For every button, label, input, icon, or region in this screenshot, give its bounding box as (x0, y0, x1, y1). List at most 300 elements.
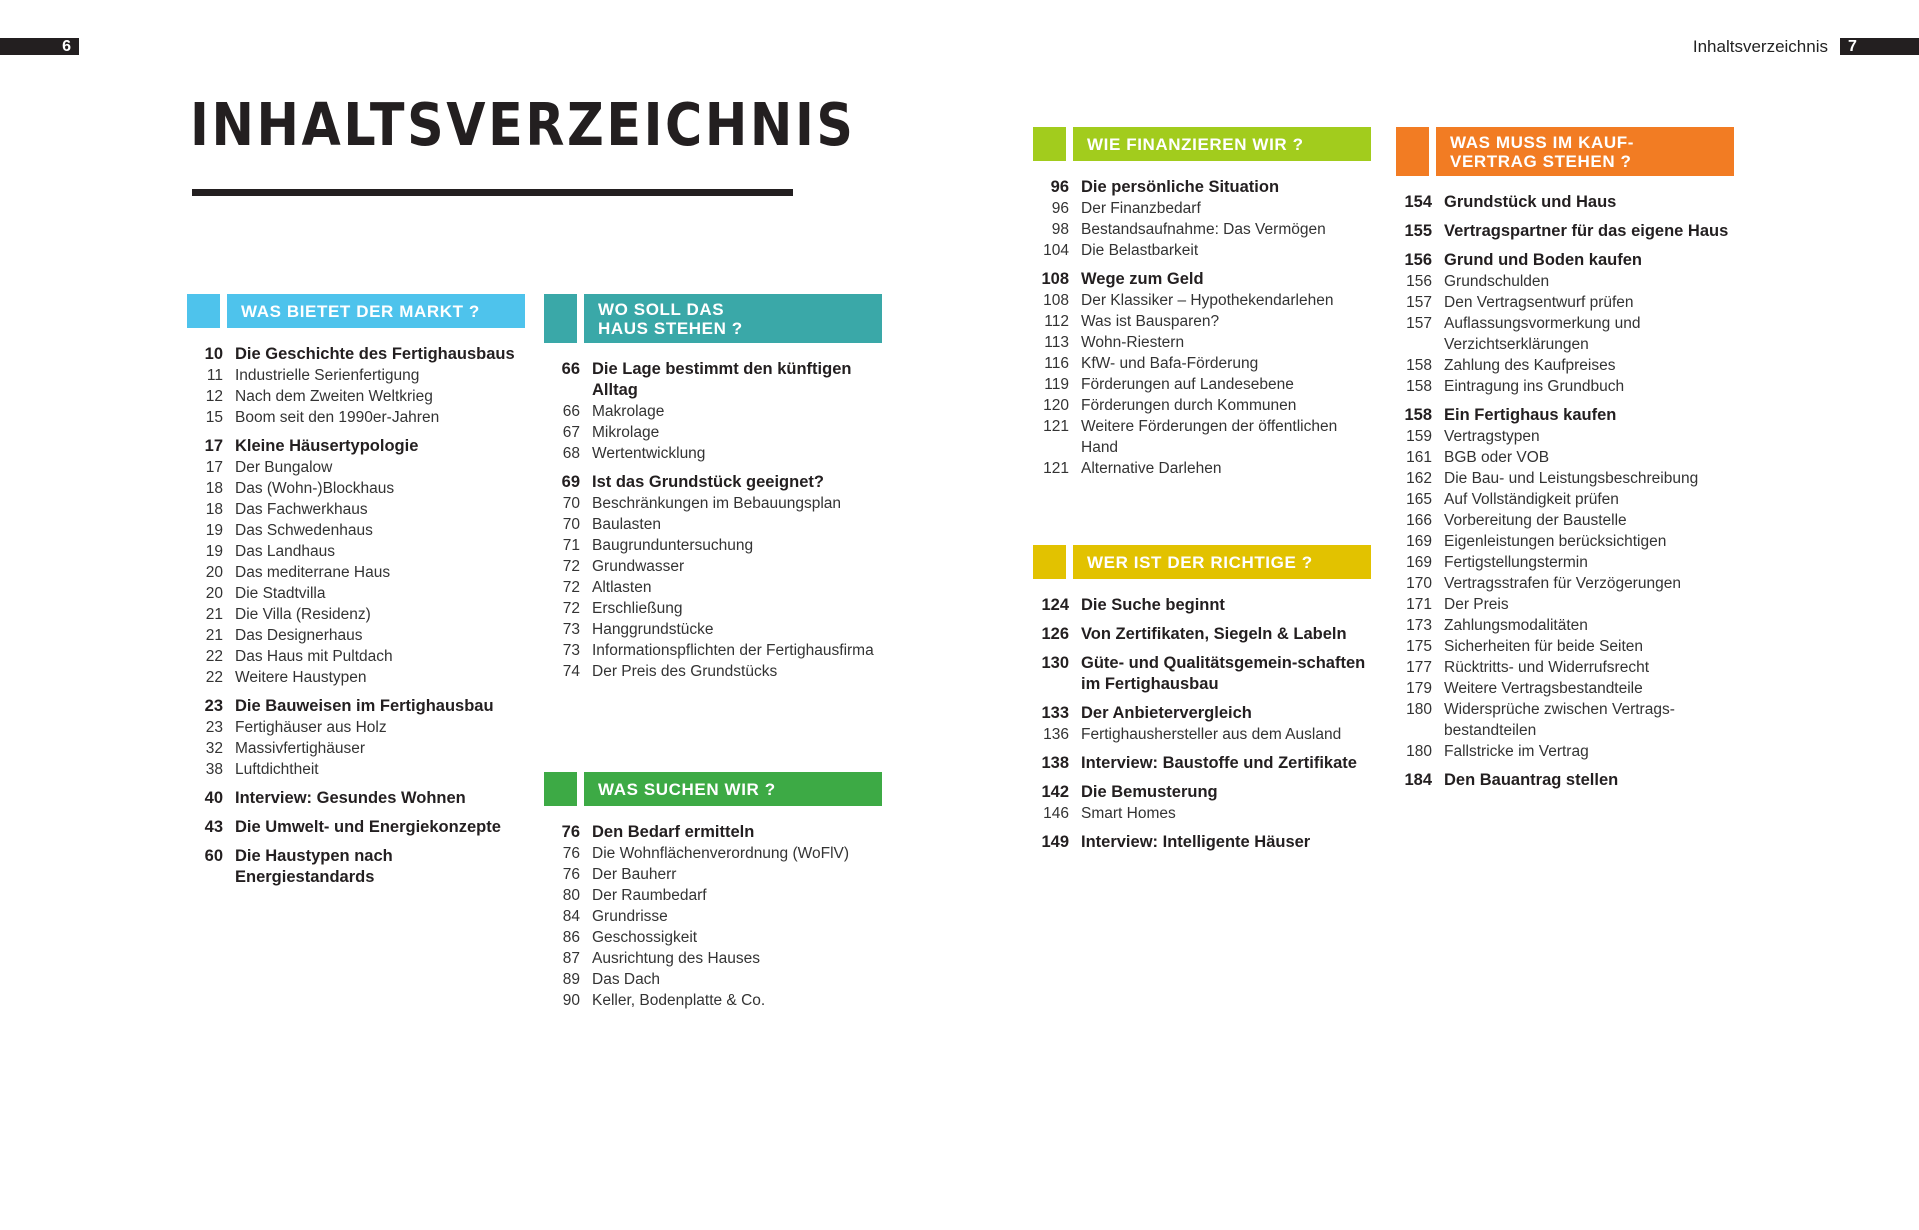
title-rule (192, 189, 793, 196)
toc-entry-main (1396, 250, 1734, 271)
toc-entry (187, 646, 525, 667)
entry-title: Alternative Darlehen (1081, 460, 1222, 477)
entry-title: Das mediterrane Haus (235, 564, 391, 581)
toc-entry (187, 541, 525, 562)
toc-entry (1396, 678, 1734, 699)
entry-title: Boom seit den 1990er-Jahren (235, 409, 440, 426)
toc-list (1033, 595, 1371, 853)
page-ref: 175 (1406, 638, 1432, 655)
toc-entry (1396, 447, 1734, 468)
page-ref: 15 (205, 409, 223, 426)
toc-entry (544, 577, 882, 598)
entry-title: Der Anbietervergleich (1081, 704, 1252, 722)
entry-title: Altlasten (592, 579, 652, 596)
section-suchen (544, 772, 882, 1011)
page-ref: 165 (1406, 491, 1432, 508)
entry-title: Smart Homes (1081, 805, 1176, 822)
entry-title: Der Finanzbedarf (1081, 200, 1201, 217)
toc-entry (1033, 311, 1371, 332)
page-ref: 169 (1406, 554, 1432, 571)
page-number-bar-right (1840, 38, 1919, 55)
section-heading: WAS MUSS IM KAUF- VERTRAG STEHEN ? (1450, 132, 1634, 171)
section-color-square (1396, 127, 1429, 176)
entry-title: Grundschulden (1444, 273, 1550, 290)
section-header (187, 294, 525, 328)
entry-title: Zahlungsmodalitäten (1444, 617, 1588, 634)
entry-title: Förderungen auf Landesebene (1081, 376, 1294, 393)
entry-title: Mikrolage (592, 424, 660, 441)
entry-title: Das Haus mit Pultdach (235, 648, 393, 665)
page-ref: 67 (562, 424, 580, 441)
entry-title: Die Belastbarkeit (1081, 242, 1199, 259)
toc-entry (1396, 615, 1734, 636)
toc-entry (544, 401, 882, 422)
toc-entry (1033, 803, 1371, 824)
page-ref: 72 (562, 579, 580, 596)
toc-entry (1396, 426, 1734, 447)
entry-title: Fertighäuser aus Holz (235, 719, 387, 736)
entry-title: Das Dach (592, 971, 661, 988)
toc-entry-main (1396, 221, 1734, 242)
toc-entry-main (187, 696, 525, 717)
page-ref: 124 (1041, 596, 1069, 614)
page-ref: 149 (1041, 833, 1069, 851)
page-ref: 121 (1043, 418, 1069, 435)
page-ref: 158 (1406, 357, 1432, 374)
page-ref: 154 (1404, 193, 1432, 211)
toc-entry (187, 457, 525, 478)
section-color-square (544, 772, 577, 806)
entry-title: Eigenleistungen berücksichtigen (1444, 533, 1667, 550)
entry-title: Die Umwelt- und Energiekonzepte (235, 818, 501, 836)
page-ref: 158 (1406, 378, 1432, 395)
page-ref: 66 (561, 360, 580, 378)
entry-title: Interview: Intelligente Häuser (1081, 833, 1311, 851)
toc-entry-main (187, 846, 525, 888)
page-ref: 116 (1044, 355, 1069, 372)
entry-title: Was ist Bausparen? (1081, 313, 1220, 330)
toc-entry (1396, 657, 1734, 678)
page-ref: 73 (562, 642, 580, 659)
section-haus (544, 294, 882, 682)
running-head: Inhaltsverzeichnis (1692, 37, 1828, 56)
toc-entry (1033, 458, 1371, 479)
page-ref: 142 (1041, 783, 1069, 801)
entry-title: Fertigstellungstermin (1444, 554, 1588, 571)
entry-title: Baulasten (592, 516, 661, 533)
entry-title: KfW- und Bafa-Förderung (1081, 355, 1259, 372)
page-ref: 80 (562, 887, 580, 904)
toc-entry (1396, 313, 1734, 355)
page-ref: 22 (205, 648, 223, 665)
page-ref: 19 (205, 543, 223, 560)
page-ref: 169 (1406, 533, 1432, 550)
entry-title: Bestandsaufnahme: Das Vermögen (1081, 221, 1326, 238)
page-ref: 179 (1406, 680, 1432, 697)
page-ref: 104 (1043, 242, 1069, 259)
page-ref: 180 (1406, 701, 1432, 718)
entry-title: Von Zertifikaten, Siegeln & Labeln (1081, 625, 1347, 643)
page-ref: 86 (562, 929, 580, 946)
page-ref: 177 (1406, 659, 1432, 676)
toc-entry (1033, 198, 1371, 219)
toc-entry (544, 927, 882, 948)
entry-title: Geschossigkeit (592, 929, 698, 946)
toc-entry (1033, 240, 1371, 261)
page-ref: 20 (205, 585, 223, 602)
entry-title: Wohn-Riestern (1081, 334, 1185, 351)
section-header (1396, 127, 1734, 176)
section-heading: WIE FINANZIEREN WIR ? (1087, 134, 1304, 154)
toc-entry-main (1033, 832, 1371, 853)
entry-title: Vertragspartner für das eigene Haus (1444, 222, 1729, 240)
toc-entry (544, 948, 882, 969)
toc-entry-main (544, 359, 882, 401)
toc-entry (544, 843, 882, 864)
toc-entry (1033, 416, 1371, 458)
page-ref: 10 (204, 345, 223, 363)
toc-entry (187, 717, 525, 738)
entry-title: Ein Fertighaus kaufen (1444, 406, 1617, 424)
page-ref: 72 (562, 558, 580, 575)
entry-title: Industrielle Serienfertigung (235, 367, 420, 384)
page-ref: 126 (1041, 625, 1069, 643)
toc-entry (1033, 219, 1371, 240)
toc-entry-main (1033, 624, 1371, 645)
entry-title: Weitere Vertragsbestandteile (1444, 680, 1643, 697)
entry-title: Der Preis (1444, 596, 1509, 613)
section-color-square (1033, 545, 1066, 579)
toc-entry-main (544, 472, 882, 493)
toc-entry (544, 443, 882, 464)
page-ref: 89 (562, 971, 580, 988)
toc-list (187, 344, 525, 888)
section-heading-bar (584, 772, 882, 806)
toc-entry (544, 661, 882, 682)
toc-entry (187, 604, 525, 625)
entry-title: Das (Wohn-)Blockhaus (235, 480, 395, 497)
entry-title: Hanggrundstücke (592, 621, 714, 638)
entry-title: Keller, Bodenplatte & Co. (592, 992, 766, 1009)
page-ref: 120 (1043, 397, 1069, 414)
toc-entry (187, 738, 525, 759)
toc-entry (1396, 489, 1734, 510)
entry-title: Den Bedarf ermitteln (592, 823, 755, 841)
toc-entry (544, 640, 882, 661)
page-ref: 170 (1406, 575, 1432, 592)
toc-entry (1396, 573, 1734, 594)
entry-title: Luftdichtheit (235, 761, 319, 778)
entry-title: Eintragung ins Grundbuch (1444, 378, 1625, 395)
entry-title: Vertragstypen (1444, 428, 1540, 445)
entry-title: Massivfertighäuser (235, 740, 366, 757)
toc-entry (1396, 355, 1734, 376)
entry-title: Die Villa (Residenz) (235, 606, 371, 623)
entry-title: Ist das Grundstück geeignet? (592, 473, 824, 491)
page-ref: 76 (562, 845, 580, 862)
entry-title: Weitere Förderungen der öffentlichen Hand (1081, 418, 1338, 456)
toc-entry (187, 759, 525, 780)
entry-title: Auflassungsvormerkung und Verzichtserklärungen (1444, 315, 1641, 353)
page-ref: 12 (205, 388, 223, 405)
entry-title: Makrolage (592, 403, 665, 420)
entry-title: Widersprüche zwischen Vertrags-bestandteilen (1444, 701, 1675, 739)
page-ref: 11 (206, 367, 223, 384)
page-ref: 73 (562, 621, 580, 638)
toc-entry (1396, 636, 1734, 657)
entry-title: Die Bemusterung (1081, 783, 1218, 801)
page-ref: 71 (562, 537, 580, 554)
toc-entry (1396, 594, 1734, 615)
page-ref: 171 (1406, 596, 1432, 613)
page-ref: 133 (1041, 704, 1069, 722)
toc-entry (1033, 395, 1371, 416)
entry-title: Den Vertragsentwurf prüfen (1444, 294, 1634, 311)
section-header (544, 294, 882, 343)
entry-title: Beschränkungen im Bebauungsplan (592, 495, 842, 512)
page-ref: 21 (205, 627, 223, 644)
page-ref: 84 (562, 908, 580, 925)
entry-title: Die Bau- und Leistungsbeschreibung (1444, 470, 1699, 487)
page-ref: 155 (1404, 222, 1432, 240)
toc-entry (187, 520, 525, 541)
toc-entry-main (1033, 753, 1371, 774)
page-ref: 119 (1044, 376, 1069, 393)
entry-title: Die Suche beginnt (1081, 596, 1225, 614)
section-heading-bar (1073, 127, 1371, 161)
page-ref: 60 (204, 847, 223, 865)
entry-title: Interview: Baustoffe und Zertifikate (1081, 754, 1357, 772)
entry-title: Der Bungalow (235, 459, 333, 476)
page-ref: 69 (561, 473, 580, 491)
entry-title: Ausrichtung des Hauses (592, 950, 761, 967)
toc-entry (1033, 374, 1371, 395)
page-ref: 158 (1404, 406, 1432, 424)
entry-title: Wertentwicklung (592, 445, 706, 462)
page-ref: 68 (562, 445, 580, 462)
toc-entry (1033, 290, 1371, 311)
toc-entry-main (1396, 405, 1734, 426)
toc-entry (544, 864, 882, 885)
entry-title: Das Landhaus (235, 543, 335, 560)
toc-entry (1033, 332, 1371, 353)
entry-title: Das Fachwerkhaus (235, 501, 368, 518)
toc-entry (187, 583, 525, 604)
entry-title: Der Preis des Grundstücks (592, 663, 778, 680)
page-ref: 76 (562, 866, 580, 883)
page-number-left: 6 (62, 38, 71, 55)
toc-entry (1033, 724, 1371, 745)
page-ref: 146 (1043, 805, 1069, 822)
entry-title: Wege zum Geld (1081, 270, 1204, 288)
entry-title: Grund und Boden kaufen (1444, 251, 1642, 269)
toc-entry-main (187, 817, 525, 838)
page-ref: 130 (1041, 654, 1069, 672)
toc-entry (187, 386, 525, 407)
section-markt (187, 294, 525, 888)
section-color-square (187, 294, 220, 328)
toc-entry (1396, 292, 1734, 313)
page-ref: 113 (1044, 334, 1069, 351)
page-ref: 184 (1404, 771, 1432, 789)
entry-title: Die Stadtvilla (235, 585, 326, 602)
page-ref: 162 (1406, 470, 1432, 487)
entry-title: Den Bauantrag stellen (1444, 771, 1619, 789)
toc-entry (187, 625, 525, 646)
section-heading-bar (584, 294, 882, 343)
toc-list (544, 359, 882, 682)
entry-title: Die Lage bestimmt den künftigen Alltag (592, 360, 852, 399)
page-ref: 17 (205, 459, 223, 476)
page-ref: 136 (1043, 726, 1069, 743)
toc-entry-main (1033, 703, 1371, 724)
page-number-right: 7 (1848, 38, 1857, 55)
toc-entry (544, 535, 882, 556)
toc-entry-main (187, 436, 525, 457)
entry-title: Interview: Gesundes Wohnen (235, 789, 466, 807)
page-number-bar-left (0, 38, 79, 55)
page-ref: 161 (1406, 449, 1432, 466)
entry-title: Grundstück und Haus (1444, 193, 1617, 211)
section-heading: WER IST DER RICHTIGE ? (1087, 552, 1313, 572)
toc-entry (187, 478, 525, 499)
page-ref: 138 (1041, 754, 1069, 772)
page-ref: 22 (205, 669, 223, 686)
page-ref: 74 (562, 663, 580, 680)
page-ref: 112 (1044, 313, 1069, 330)
page-ref: 173 (1406, 617, 1432, 634)
page-ref: 180 (1406, 743, 1432, 760)
section-heading-bar (227, 294, 525, 328)
page-ref: 90 (562, 992, 580, 1009)
page-ref: 32 (205, 740, 223, 757)
toc-entry-main (544, 822, 882, 843)
section-color-square (544, 294, 577, 343)
toc-entry-main (1396, 192, 1734, 213)
section-heading: WAS BIETET DER MARKT ? (241, 301, 480, 321)
toc-entry (187, 667, 525, 688)
toc-entry (544, 493, 882, 514)
toc-entry (544, 556, 882, 577)
toc-entry (187, 499, 525, 520)
page-ref: 18 (205, 480, 223, 497)
toc-entry-main (1033, 269, 1371, 290)
toc-entry (1396, 552, 1734, 573)
toc-entry (1033, 353, 1371, 374)
section-heading-bar (1436, 127, 1734, 176)
section-header (544, 772, 882, 806)
page-ref: 157 (1406, 315, 1432, 332)
page-ref: 156 (1404, 251, 1432, 269)
entry-title: Fallstricke im Vertrag (1444, 743, 1589, 760)
toc-list (544, 822, 882, 1011)
entry-title: Die Haustypen nach Energiestandards (235, 847, 393, 886)
page-ref: 108 (1041, 270, 1069, 288)
page-ref: 96 (1050, 178, 1069, 196)
page-ref: 76 (561, 823, 580, 841)
entry-title: Informationspflichten der Fertighausfirma (592, 642, 874, 659)
entry-title: Vertragsstrafen für Verzögerungen (1444, 575, 1681, 592)
page-ref: 40 (204, 789, 223, 807)
toc-entry (187, 407, 525, 428)
section-richtige (1033, 545, 1371, 853)
toc-entry (1396, 376, 1734, 397)
page-ref: 23 (205, 719, 223, 736)
section-heading: WAS SUCHEN WIR ? (598, 779, 776, 799)
entry-title: Der Klassiker – Hypothekendarlehen (1081, 292, 1334, 309)
page-ref: 66 (562, 403, 580, 420)
page-ref: 19 (205, 522, 223, 539)
page-ref: 98 (1051, 221, 1069, 238)
entry-title: BGB oder VOB (1444, 449, 1550, 466)
entry-title: Auf Vollständigkeit prüfen (1444, 491, 1619, 508)
toc-entry-main (1033, 177, 1371, 198)
entry-title: Kleine Häusertypologie (235, 437, 419, 455)
entry-title: Förderungen durch Kommunen (1081, 397, 1297, 414)
toc-entry (544, 885, 882, 906)
page-ref: 166 (1406, 512, 1432, 529)
toc-entry (544, 598, 882, 619)
toc-entry (1396, 271, 1734, 292)
page-ref: 23 (204, 697, 223, 715)
toc-entry-main (1033, 595, 1371, 616)
toc-entry (544, 422, 882, 443)
toc-entry (544, 969, 882, 990)
entry-title: Grundrisse (592, 908, 668, 925)
page-ref: 108 (1043, 292, 1069, 309)
toc-entry (544, 906, 882, 927)
toc-entry (1396, 741, 1734, 762)
toc-entry (187, 365, 525, 386)
toc-entry (1396, 699, 1734, 741)
entry-title: Sicherheiten für beide Seiten (1444, 638, 1644, 655)
section-heading: WO SOLL DAS HAUS STEHEN ? (598, 299, 743, 338)
entry-title: Das Schwedenhaus (235, 522, 373, 539)
toc-entry (1396, 531, 1734, 552)
entry-title: Die persönliche Situation (1081, 178, 1280, 196)
entry-title: Grundwasser (592, 558, 685, 575)
toc-entry-main (1396, 770, 1734, 791)
page-ref: 38 (205, 761, 223, 778)
page-ref: 20 (205, 564, 223, 581)
toc-entry-main (1033, 653, 1371, 695)
toc-entry (544, 514, 882, 535)
page-ref: 21 (205, 606, 223, 623)
toc-entry-main (1033, 782, 1371, 803)
page-ref: 159 (1406, 428, 1432, 445)
section-heading-bar (1073, 545, 1371, 579)
page-ref: 43 (204, 818, 223, 836)
toc-entry (1396, 510, 1734, 531)
page-title: INHALTSVERZEICHNIS (190, 90, 856, 159)
entry-title: Die Geschichte des Fertighausbaus (235, 345, 515, 363)
entry-title: Güte- und Qualitätsgemein-schaften im Fertighausbau (1081, 654, 1366, 693)
section-finanzieren (1033, 127, 1371, 479)
entry-title: Erschließung (592, 600, 683, 617)
entry-title: Rücktritts- und Widerrufsrecht (1444, 659, 1649, 676)
toc-entry-main (187, 788, 525, 809)
entry-title: Baugrunduntersuchung (592, 537, 754, 554)
page-ref: 87 (562, 950, 580, 967)
toc-entry-main (187, 344, 525, 365)
toc-entry (544, 619, 882, 640)
toc-entry (1396, 468, 1734, 489)
section-color-square (1033, 127, 1066, 161)
toc-list (1033, 177, 1371, 479)
entry-title: Der Raumbedarf (592, 887, 707, 904)
toc-entry (187, 562, 525, 583)
page-ref: 72 (562, 600, 580, 617)
